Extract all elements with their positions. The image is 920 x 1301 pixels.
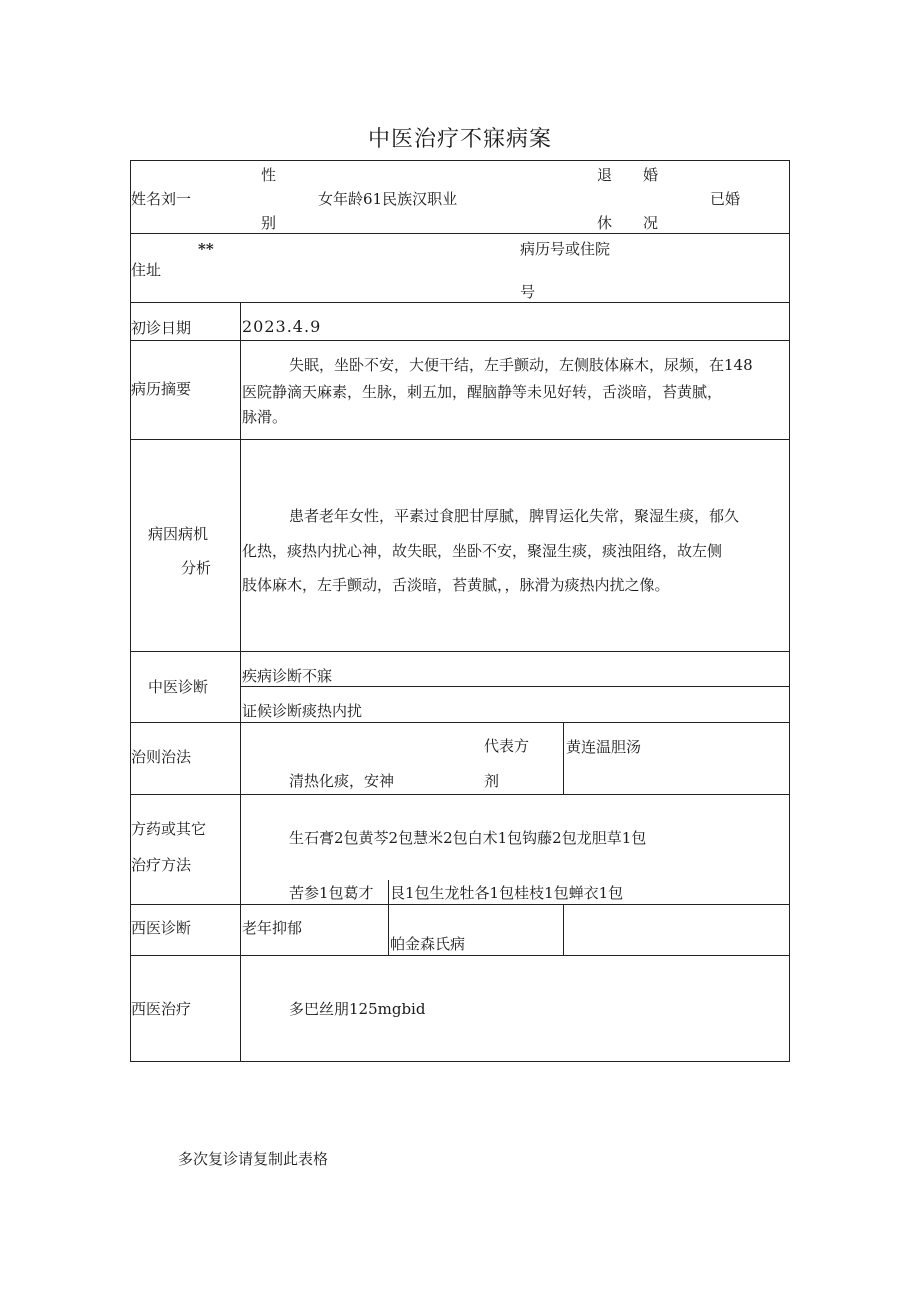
formula-label-bottom: 剂: [484, 772, 500, 790]
table-border-top: [130, 160, 790, 161]
row-divider: [240, 686, 790, 687]
prescription-label-bottom: 治疗方法: [131, 856, 192, 874]
address-label: 住址: [131, 261, 162, 279]
sex-label-bottom: 别: [261, 214, 277, 232]
tcm-syndrome: 证候诊断痰热内扰: [242, 702, 363, 720]
formula-divider: [563, 722, 564, 794]
western-diagnosis-label: 西医诊断: [131, 919, 192, 937]
prescription-divider: [388, 880, 389, 904]
row-divider: [130, 955, 790, 956]
treatment-principle-label: 治则治法: [131, 748, 192, 766]
footer-note: 多次复诊请复制此表格: [178, 1150, 329, 1168]
tcm-disease: 疾病诊断不寐: [242, 667, 333, 685]
tcm-diagnosis-label: 中医诊断: [148, 678, 209, 696]
formula-label-top: 代表方: [484, 737, 530, 755]
first-visit-label: 初诊日期: [131, 319, 192, 337]
first-visit-date: 2023.4.9: [242, 317, 322, 336]
wdx-divider-2: [563, 904, 564, 955]
row-divider: [130, 722, 790, 723]
etiology-line-2: 化热，痰热内扰心神，故失眠，坐卧不安，聚湿生痰，痰浊阻络，故左侧: [242, 542, 723, 560]
western-treatment-label: 西医治疗: [131, 1000, 192, 1018]
label-column-divider: [240, 302, 241, 1062]
history-line-2: 医院静滴天麻素，生脉，刺五加，醒脑静等未见好转，舌淡暗，苔黄腻，: [242, 383, 723, 401]
etiology-line-3: 肢体麻木，左手颤动，舌淡暗，苔黄腻，，脉滑为痰热内扰之像。: [242, 576, 670, 594]
patient-details: 女年龄61民族汉职业: [318, 190, 458, 208]
row-divider: [130, 651, 790, 652]
history-label: 病历摘要: [131, 380, 192, 398]
history-line-1: 失眠，坐卧不安，大便干结，左手颤动，左侧肢体麻木，尿频，在148: [289, 356, 753, 374]
western-diagnosis-2: 帕金森氏病: [390, 935, 466, 953]
table-border-bottom: [130, 1061, 790, 1062]
treatment-principle-value: 清热化痰，安神: [289, 772, 395, 790]
history-line-3: 脉滑。: [242, 408, 288, 426]
address-stars: **: [198, 240, 214, 258]
marriage-label-top: 婚: [643, 166, 659, 184]
row-divider: [130, 233, 790, 234]
marriage-value: 已婚: [710, 190, 741, 208]
patient-name: 姓名刘一: [131, 190, 192, 208]
wdx-divider-1: [388, 904, 389, 955]
row-divider: [130, 794, 790, 795]
page-title: 中医治疗不寐病案: [367, 127, 552, 152]
row-divider: [130, 302, 790, 303]
prescription-line-1: 生石膏2包黄芩2包慧米2包白术1包钩藤2包龙胆草1包: [289, 829, 647, 847]
record-no-label-bottom: 号: [520, 283, 536, 301]
etiology-line-1: 患者老年女性，平素过食肥甘厚腻，脾胃运化失常，聚湿生痰，郁久: [289, 507, 740, 525]
retired-label-bottom: 休: [597, 214, 613, 232]
western-treatment-value: 多巴丝朋125mgbid: [289, 1000, 426, 1018]
table-border-right: [789, 160, 790, 1062]
etiology-label-top: 病因病机: [148, 525, 209, 543]
etiology-label-bottom: 分析: [181, 559, 212, 577]
record-no-label-top: 病历号或住院: [520, 240, 611, 258]
prescription-line-2a: 苦参1包葛才: [289, 884, 374, 902]
row-divider: [130, 904, 790, 905]
sex-label-top: 性: [261, 166, 277, 184]
prescription-label-top: 方药或其它: [131, 820, 207, 838]
retired-label-top: 退: [597, 166, 613, 184]
marriage-label-bottom: 况: [643, 214, 659, 232]
row-divider: [130, 340, 790, 341]
western-diagnosis-1: 老年抑郁: [242, 919, 303, 937]
prescription-line-2b: 艮1包生龙牡各1包桂枝1包蝉衣1包: [390, 884, 624, 902]
formula-value: 黄连温胆汤: [566, 738, 642, 756]
row-divider: [130, 439, 790, 440]
